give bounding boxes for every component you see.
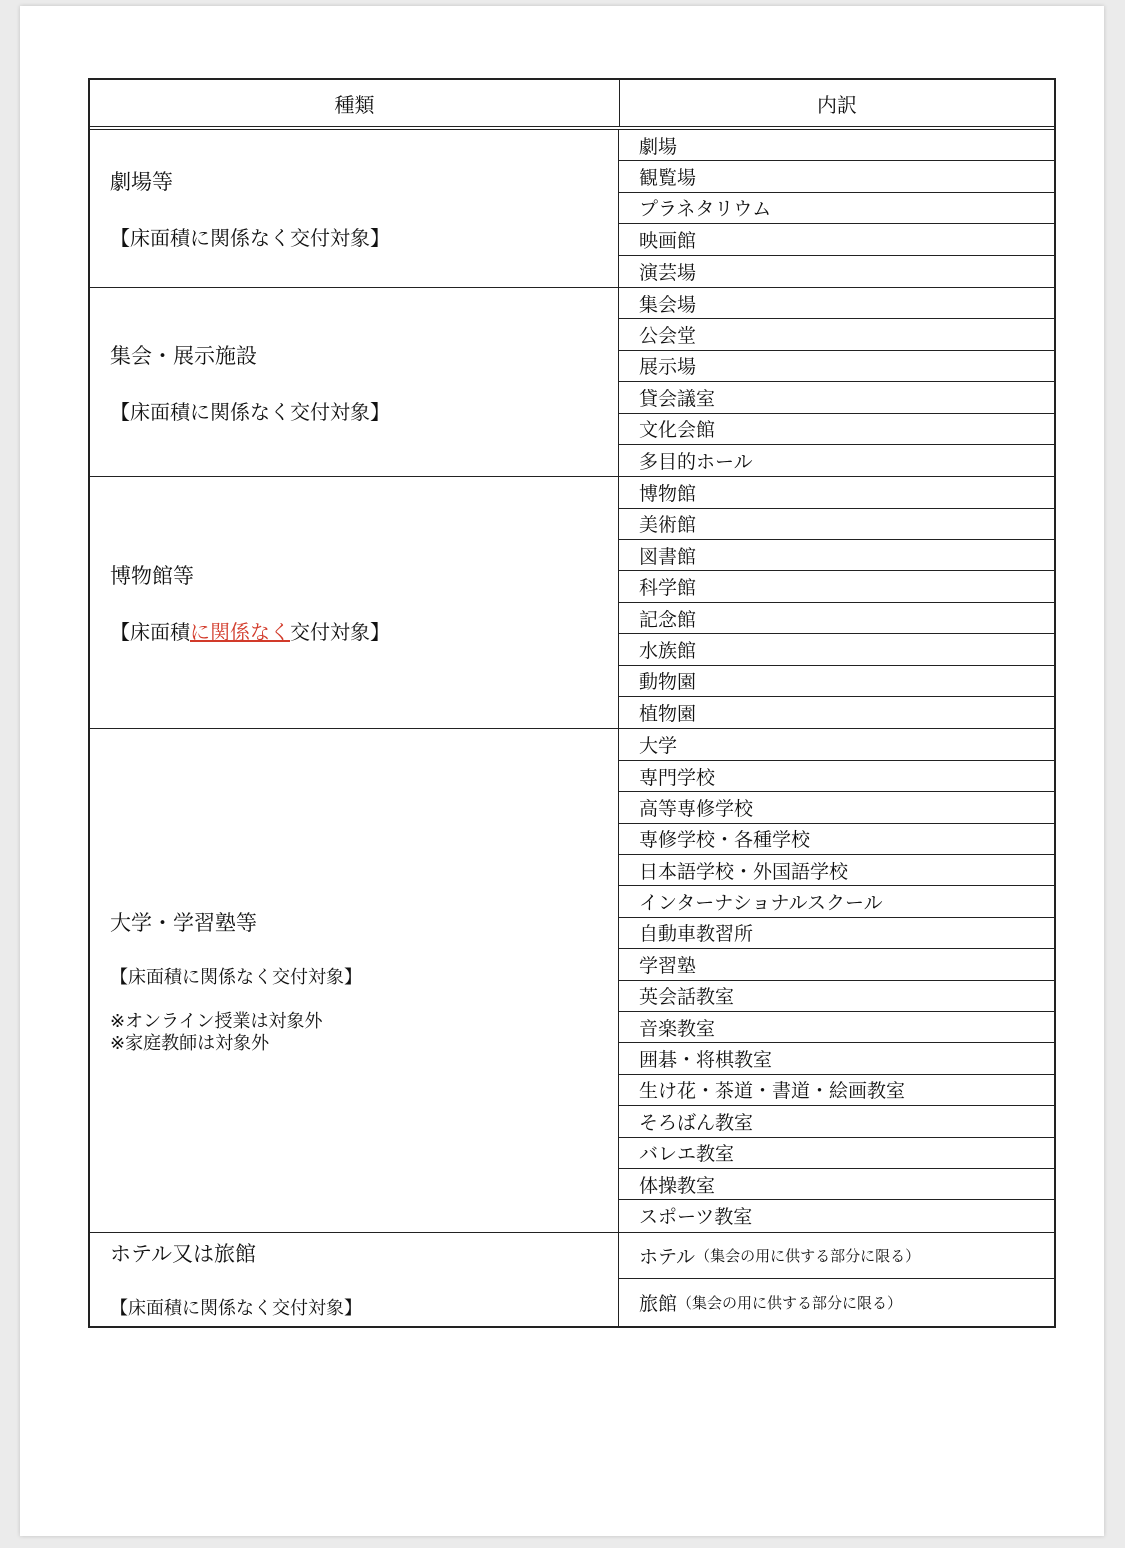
group-name: 劇場等 [110,169,173,194]
group-museum [90,477,1054,729]
list-item: 学習塾 [619,949,1054,980]
note-prefix: 【床面積 [110,620,190,645]
note-suffix: 交付対象】 [290,620,390,645]
item-detail: （集会の用に供する部分に限る） [677,1293,903,1312]
list-item: 科学館 [619,571,1054,602]
group-items [619,288,1054,476]
group-note: 【床面積に関係なく交付対象】 [110,966,362,988]
list-item: 集会場 [619,288,1054,319]
group-theater [90,130,1054,288]
list-item: 美術館 [619,509,1054,540]
list-item: 専門学校 [619,761,1054,792]
list-item: 自動車教習所 [619,918,1054,949]
list-item: 英会話教室 [619,981,1054,1012]
table-header [90,80,1054,130]
list-item: 映画館 [619,224,1054,255]
list-item: プラネタリウム [619,193,1054,224]
list-item: 記念館 [619,603,1054,634]
list-item: バレエ教室 [619,1138,1054,1169]
list-item: 体操教室 [619,1169,1054,1200]
facility-table [88,78,1056,1328]
list-item: 大学 [619,729,1054,760]
list-item: そろばん教室 [619,1106,1054,1137]
group-note: 【床面積に関係なく交付対象】 [110,1298,362,1320]
item-main: 旅館 [639,1292,678,1315]
group-label [90,288,619,476]
group-items [619,477,1054,728]
list-item: 高等専修学校 [619,792,1054,823]
group-items [619,130,1054,287]
document-page [20,6,1104,1536]
group-name: 大学・学習塾等 [110,910,257,935]
group-label [90,130,619,287]
list-item: 観覧場 [619,161,1054,192]
group-remark: ※家庭教師は対象外 [110,1032,270,1054]
list-item: 展示場 [619,351,1054,382]
list-item: 劇場 [619,130,1054,161]
group-name: ホテル又は旅館 [110,1242,256,1267]
header-breakdown: 内訳 [817,92,857,117]
list-item: 専修学校・各種学校 [619,824,1054,855]
group-label [90,729,619,1231]
list-item: 図書館 [619,540,1054,571]
list-item: 日本語学校・外国語学校 [619,855,1054,886]
list-item: 多目的ホール [639,451,753,474]
header-type: 種類 [90,80,620,126]
list-item [619,1233,1054,1280]
list-item [619,1279,1054,1326]
group-name: 博物館等 [110,564,194,589]
list-item: 水族館 [619,634,1054,665]
list-item: 公会堂 [619,319,1054,350]
group-assembly [90,288,1054,477]
list-item: 動物園 [619,666,1054,697]
list-item: 演芸場 [639,261,697,284]
group-note: 【床面積に関係なく交付対象】 [110,225,390,250]
item-main: ホテル [639,1245,696,1268]
item-detail: （集会の用に供する部分に限る） [695,1246,921,1265]
list-item: 博物館 [619,477,1054,508]
note-highlight: に関係なく [190,620,290,645]
list-item: 生け花・茶道・書道・絵画教室 [619,1075,1054,1106]
list-item: 貸会議室 [619,382,1054,413]
list-item: スポーツ教室 [639,1206,753,1229]
list-item: 音楽教室 [619,1012,1054,1043]
group-items [619,1233,1054,1326]
group-hotel [90,1233,1054,1326]
group-note [110,616,618,645]
group-note: 【床面積に関係なく交付対象】 [110,399,390,424]
list-item: 植物園 [639,703,697,726]
group-label [90,1233,619,1326]
group-remark: ※オンライン授業は対象外 [110,1010,323,1032]
list-item: 囲碁・将棋教室 [619,1043,1054,1074]
list-item: 文化会館 [619,414,1054,445]
group-items [619,729,1054,1231]
group-school [90,729,1054,1232]
group-name: 集会・展示施設 [110,343,257,368]
group-label [90,477,619,728]
list-item: インターナショナルスクール [619,886,1054,917]
